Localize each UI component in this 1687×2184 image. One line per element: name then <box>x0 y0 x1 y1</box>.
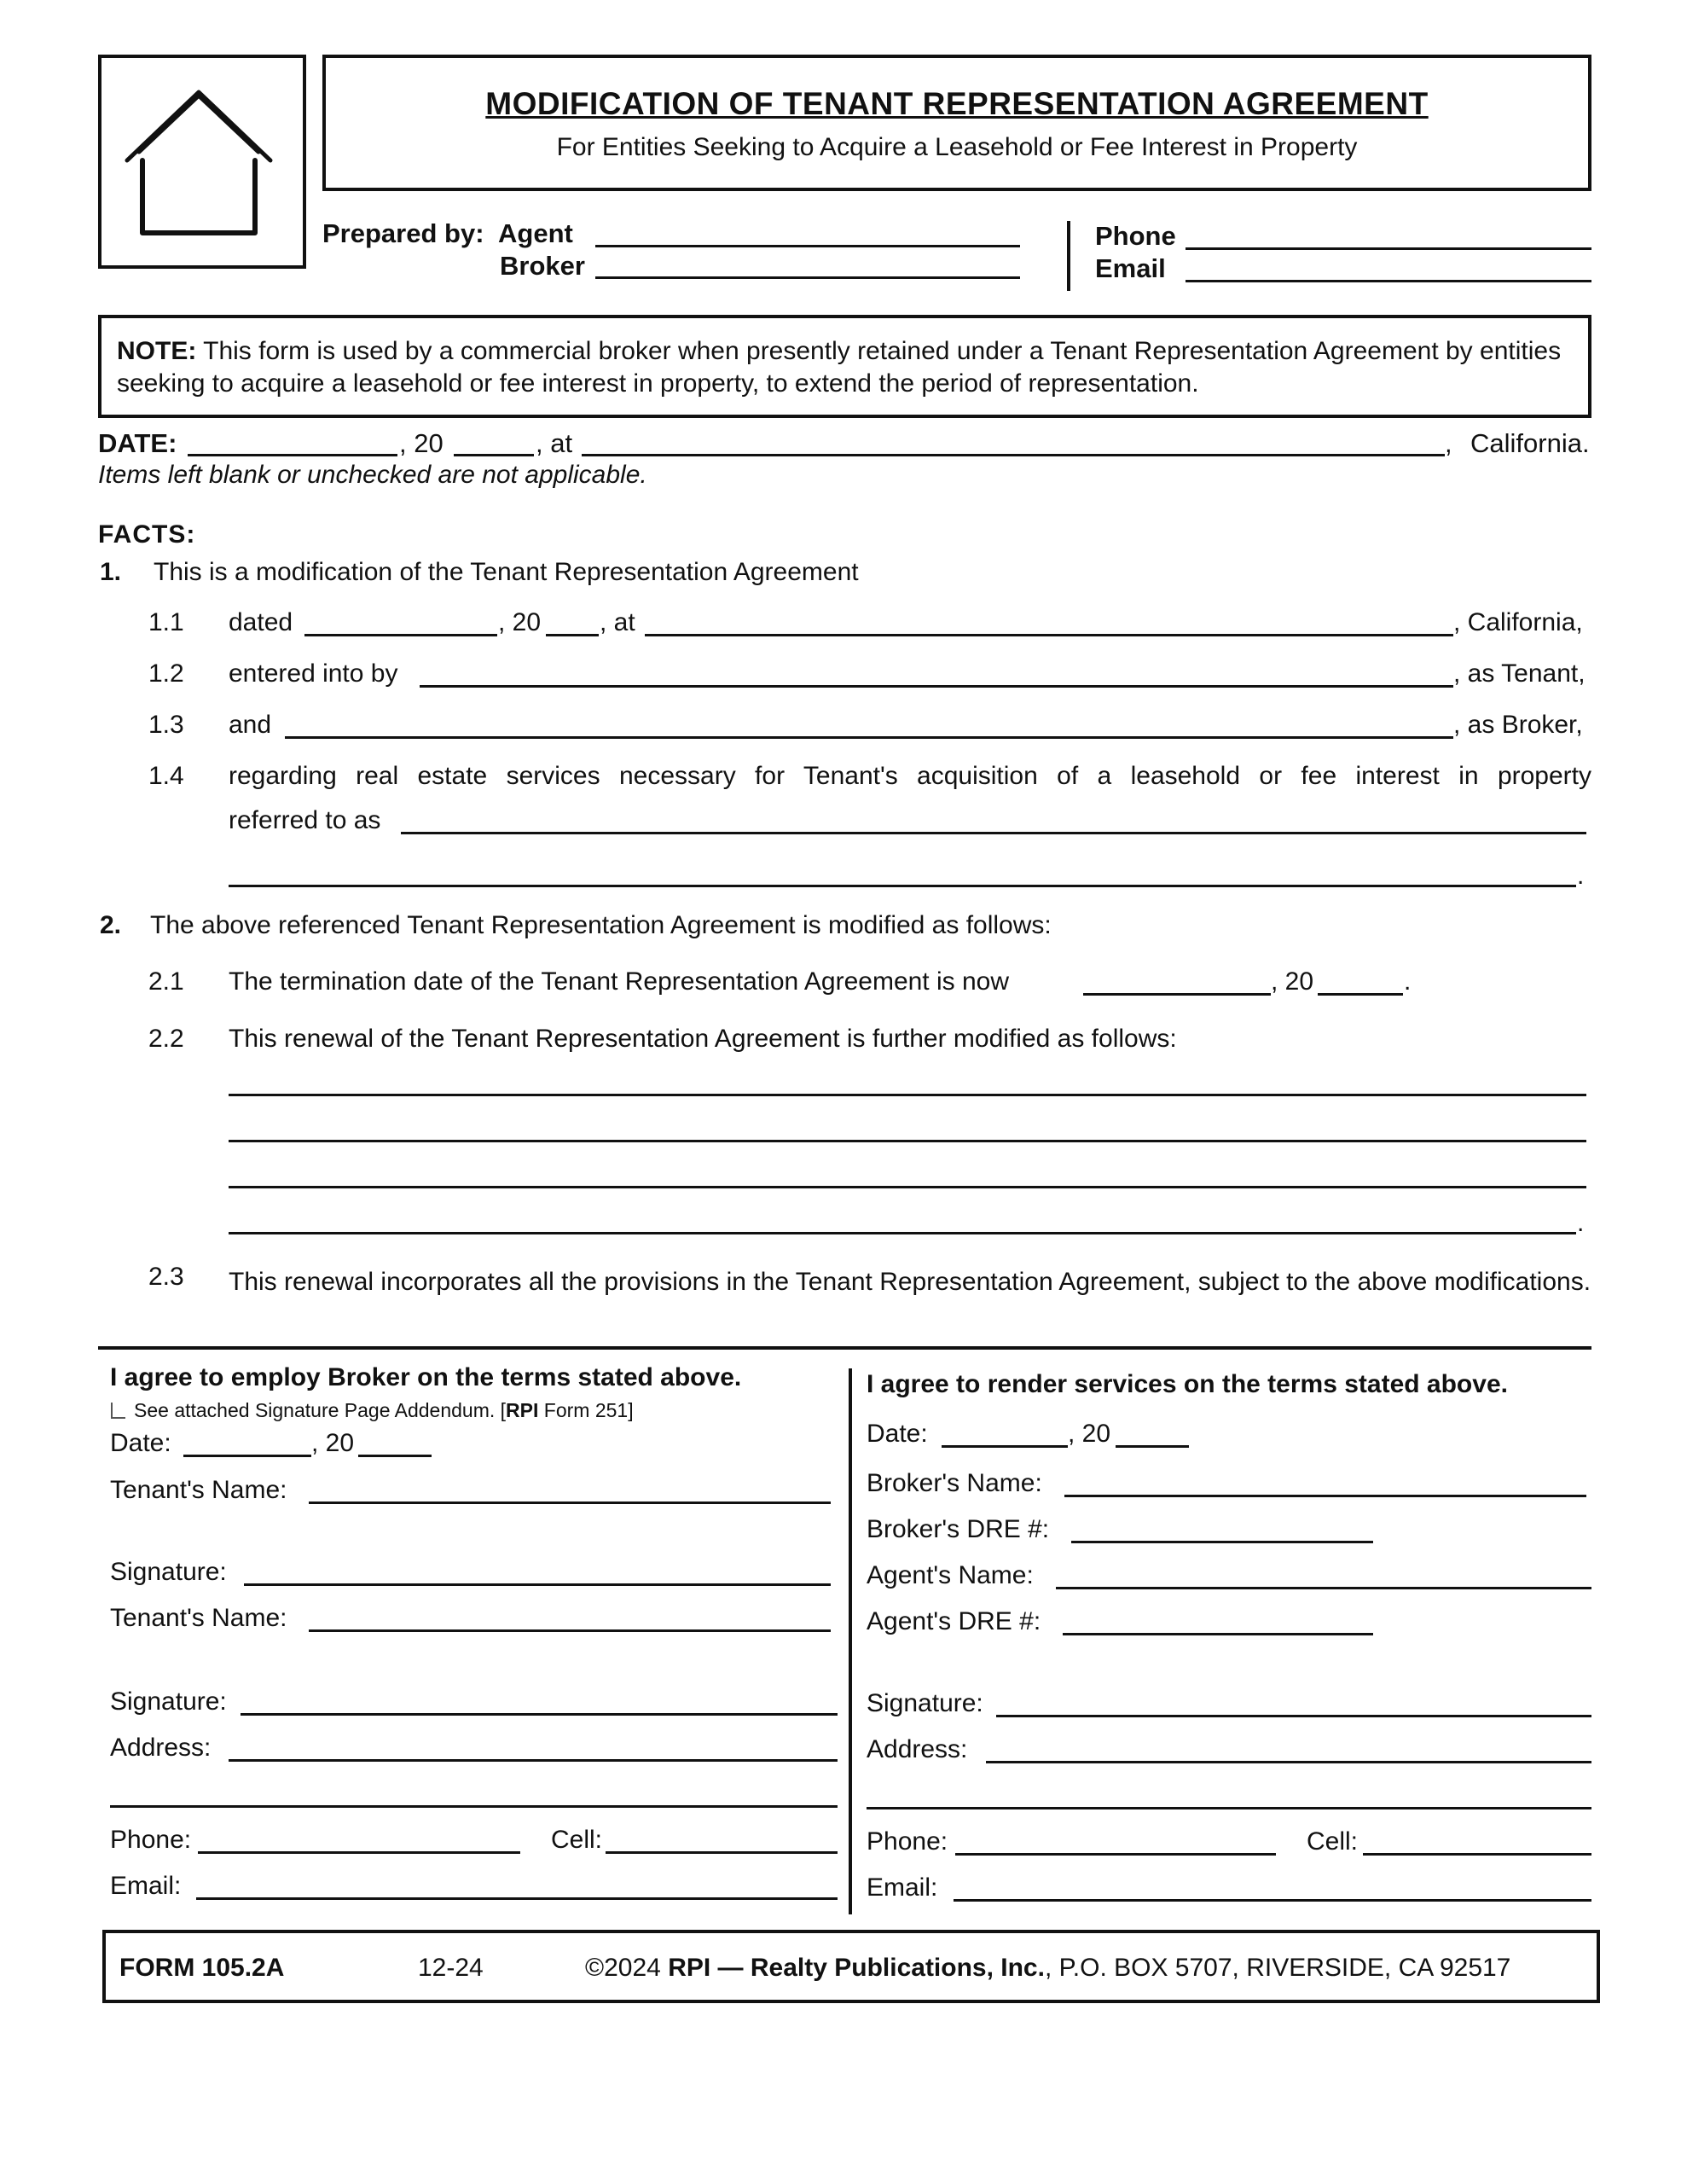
house-outline-icon <box>101 58 303 265</box>
broker-cell-field[interactable] <box>1363 1853 1591 1856</box>
s23-text: This renewal incorporates all the provisions in the Tenant Representation Agreement, subject to the above modifications. <box>229 1268 1591 1296</box>
logo-box <box>98 55 306 269</box>
tenant-phone-label: Phone: <box>110 1826 192 1854</box>
tenant-signature-label-2: Signature: <box>110 1687 227 1716</box>
date-label: DATE: <box>98 428 177 458</box>
phone-field[interactable] <box>1186 247 1591 250</box>
tenant-address-label: Address: <box>110 1734 212 1762</box>
s22-text: This renewal of the Tenant Representation Agreement is further modified as follows: <box>229 1025 1177 1053</box>
tenant-signature-field-2[interactable] <box>241 1713 838 1716</box>
tenant-date-field[interactable] <box>183 1455 311 1457</box>
broker-name-label: Broker's Name: <box>867 1469 1042 1497</box>
form-number: FORM 105.2A <box>119 1954 285 1982</box>
broker-year-field[interactable] <box>1116 1445 1189 1448</box>
note-box <box>98 315 1591 418</box>
s11-dated: dated <box>229 608 293 636</box>
modification-field-2[interactable] <box>229 1140 1586 1142</box>
tenant-signature-field-1[interactable] <box>244 1583 831 1586</box>
broker-cell-label: Cell: <box>1307 1827 1359 1856</box>
copyright: ©2024 <box>585 1954 661 1982</box>
s22-number: 2.2 <box>148 1025 184 1053</box>
addendum-rpi: RPI <box>506 1399 539 1421</box>
broker-party-field[interactable] <box>285 736 1453 739</box>
broker-address-label: Address: <box>867 1735 968 1763</box>
s13-number: 1.3 <box>148 711 184 739</box>
s12-text: entered into by <box>229 659 398 688</box>
date-field[interactable] <box>188 454 397 456</box>
agent-name-label: Agent's Name: <box>867 1561 1034 1589</box>
phone-label: Phone <box>1095 221 1176 251</box>
item2-text: The above referenced Tenant Representation Agreement is modified as follows: <box>150 911 1052 939</box>
s11-at: , at <box>600 608 635 636</box>
tenant-name-field-2[interactable] <box>309 1629 831 1632</box>
form-version: 12-24 <box>418 1954 484 1982</box>
s13-text: and <box>229 711 272 739</box>
tenant-party-field[interactable] <box>420 685 1453 688</box>
prepared-by-label: Prepared by: <box>322 218 484 248</box>
broker-label: Broker <box>500 251 585 281</box>
tenant-date-label: Date: <box>110 1429 171 1457</box>
signature-section-divider <box>98 1346 1591 1350</box>
s23-number: 2.3 <box>148 1263 184 1291</box>
tenant-email-field[interactable] <box>196 1897 838 1900</box>
modification-field-1[interactable] <box>229 1094 1586 1096</box>
s13-end: , as Broker, <box>1453 711 1583 739</box>
agent-field[interactable] <box>595 245 1020 247</box>
s21-period: . <box>1404 967 1412 996</box>
tenant-phone-field[interactable] <box>198 1851 520 1854</box>
modification-field-4[interactable] <box>229 1232 1576 1234</box>
date-state: California. <box>1470 428 1590 458</box>
tenant-block-heading: I agree to employ Broker on the terms stated above. <box>110 1363 742 1391</box>
copyright-line <box>585 1954 1510 1983</box>
termination-date-field[interactable] <box>1083 993 1271 996</box>
s12-end: , as Tenant, <box>1453 659 1586 688</box>
broker-phone-label: Phone: <box>867 1827 948 1856</box>
s12-number: 1.2 <box>148 659 184 688</box>
tenant-name-label-1: Tenant's Name: <box>110 1476 287 1504</box>
broker-address-field-1[interactable] <box>986 1761 1591 1763</box>
tenant-name-field-1[interactable] <box>309 1502 831 1504</box>
s14-period: . <box>1577 862 1585 890</box>
tenant-name-label-2: Tenant's Name: <box>110 1604 287 1632</box>
publisher-address: , P.O. BOX 5707, RIVERSIDE, CA 92517 <box>1044 1954 1511 1982</box>
publisher: RPI — Realty Publications, Inc. <box>668 1954 1045 1982</box>
date-year-field[interactable] <box>454 454 534 456</box>
s11-end: , California, <box>1453 608 1583 636</box>
note-body: This form is used by a commercial broker when presently retained under a Tenant Representation Agreement by entities seeking to acquire a leasehold or fee interest in property, to extend the period of representation. <box>117 337 1562 398</box>
s14-number: 1.4 <box>148 762 184 790</box>
addendum-text: See attached Signature Page Addendum. [ <box>134 1399 507 1421</box>
broker-email-field[interactable] <box>954 1899 1591 1902</box>
page-subtitle: For Entities Seeking to Acquire a Leasehold or Fee Interest in Property <box>556 133 1358 161</box>
broker-email-label: Email: <box>867 1873 938 1902</box>
agent-dre-field[interactable] <box>1063 1633 1373 1635</box>
prepared-by-divider <box>1067 221 1070 291</box>
s14-text: regarding real estate services necessary for Tenant's acquisition of a leasehold or fee interest in property <box>229 762 1591 790</box>
note-text <box>117 335 1571 400</box>
date-comma: , <box>1445 428 1452 458</box>
tenant-year-field[interactable] <box>358 1455 432 1457</box>
modification-field-3[interactable] <box>229 1186 1586 1188</box>
blank-note: Items left blank or unchecked are not applicable. <box>98 461 647 489</box>
tenant-signature-label-1: Signature: <box>110 1558 227 1586</box>
s21-text: The termination date of the Tenant Representation Agreement is now <box>229 967 1010 996</box>
tenant-year-prefix: , 20 <box>311 1429 355 1457</box>
s21-year-prefix: , 20 <box>1271 967 1314 996</box>
property-ref-field-2[interactable] <box>229 885 1576 887</box>
broker-date-field[interactable] <box>942 1445 1068 1448</box>
tenant-cell-label: Cell: <box>551 1826 603 1854</box>
agent-dre-label: Agent's DRE #: <box>867 1607 1041 1635</box>
s11-location-field[interactable] <box>645 634 1453 636</box>
agent-label: Agent <box>498 218 573 248</box>
date-location-field[interactable] <box>582 454 1445 456</box>
s11-number: 1.1 <box>148 608 184 636</box>
facts-heading: FACTS: <box>98 520 196 549</box>
email-field[interactable] <box>1186 280 1591 282</box>
date-year-prefix: , 20 <box>399 428 443 458</box>
tenant-address-field-2[interactable] <box>110 1805 838 1808</box>
broker-field[interactable] <box>595 276 1020 279</box>
item2-number: 2. <box>100 911 122 939</box>
broker-date-label: Date: <box>867 1420 928 1448</box>
footer-box <box>102 1930 1600 2003</box>
broker-dre-field[interactable] <box>1071 1541 1373 1543</box>
s22-period: . <box>1577 1209 1585 1237</box>
tenant-cell-field[interactable] <box>606 1851 838 1854</box>
title-box <box>322 55 1591 191</box>
tenant-email-label: Email: <box>110 1872 182 1900</box>
property-ref-field-1[interactable] <box>401 832 1586 834</box>
date-at: , at <box>536 428 573 458</box>
item1-number: 1. <box>100 558 122 586</box>
broker-block-heading: I agree to render services on the terms stated above. <box>867 1370 1508 1398</box>
s11-year-prefix: , 20 <box>498 608 542 636</box>
broker-address-field-2[interactable] <box>867 1807 1591 1809</box>
signature-column-divider <box>849 1368 852 1914</box>
broker-dre-label: Broker's DRE #: <box>867 1515 1050 1543</box>
s11-year-field[interactable] <box>546 634 599 636</box>
termination-year-field[interactable] <box>1318 993 1403 996</box>
item1-text: This is a modification of the Tenant Representation Agreement <box>154 558 859 586</box>
agent-name-field[interactable] <box>1056 1587 1591 1589</box>
tenant-address-field-1[interactable] <box>229 1759 838 1762</box>
s11-date-field[interactable] <box>304 634 497 636</box>
broker-signature-label: Signature: <box>867 1689 983 1717</box>
addendum-form: Form 251] <box>538 1399 634 1421</box>
s14-referred: referred to as <box>229 806 381 834</box>
broker-phone-field[interactable] <box>955 1853 1276 1856</box>
email-label: Email <box>1095 253 1166 283</box>
addendum-row <box>110 1399 634 1422</box>
checkbox-icon[interactable] <box>110 1401 127 1420</box>
broker-name-field[interactable] <box>1064 1495 1586 1497</box>
s21-number: 2.1 <box>148 967 184 996</box>
page-title: MODIFICATION OF TENANT REPRESENTATION AGREEMENT <box>485 86 1429 121</box>
broker-year-prefix: , 20 <box>1068 1420 1111 1448</box>
broker-signature-field[interactable] <box>996 1715 1591 1717</box>
note-label: NOTE: <box>117 337 197 365</box>
